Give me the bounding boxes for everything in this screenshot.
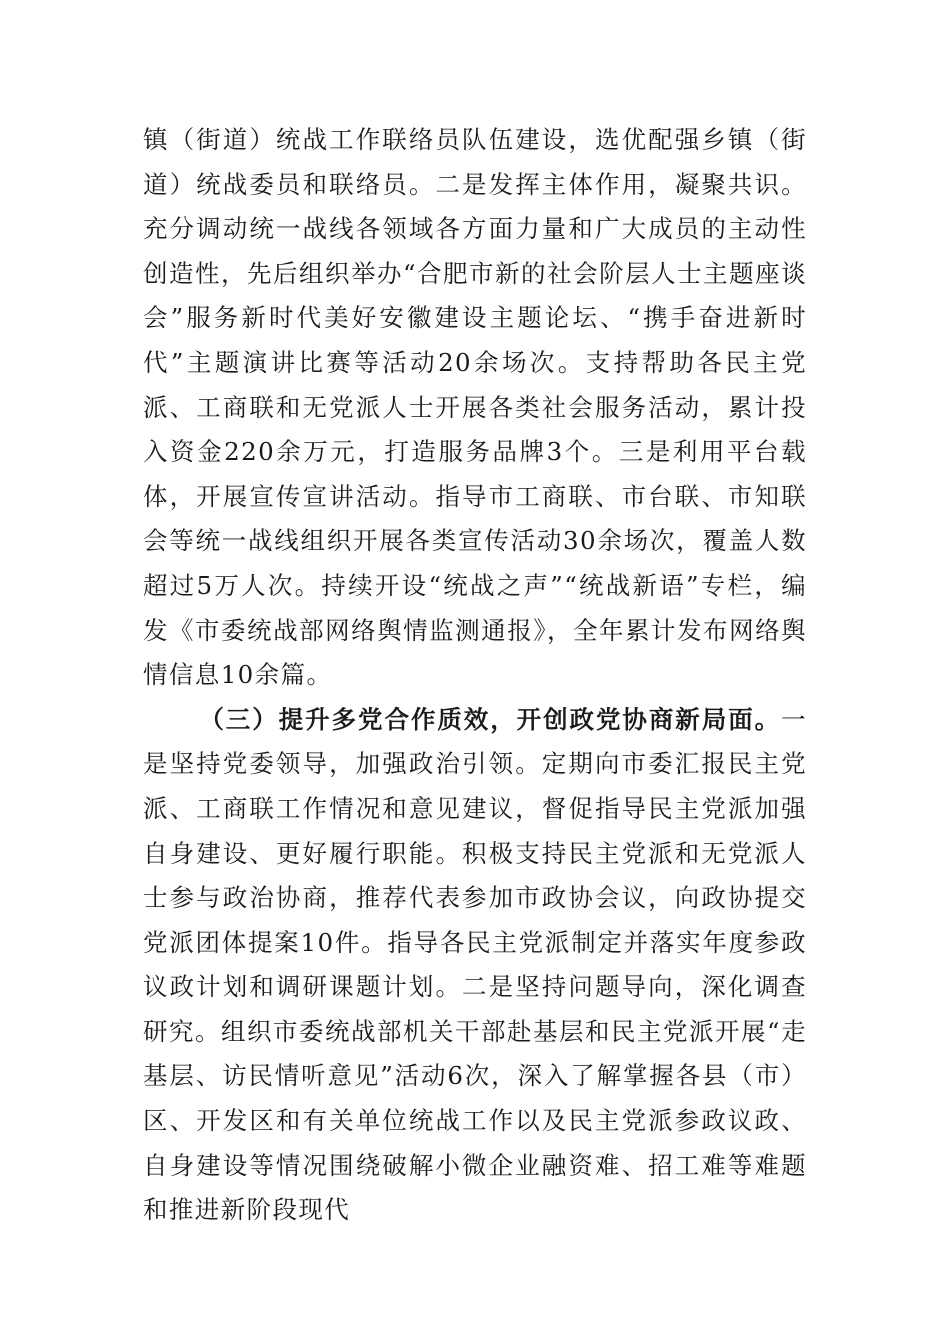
body-text — [143, 118, 807, 1233]
paragraph-text: 镇（街道）统战工作联络员队伍建设，选优配强乡镇（街道）统战委员和联络员。二是发挥主体作用，凝聚共识。充分调动统一战线各领域各方面力量和广大成员的主动性创造性，先后组织举办“合肥市新的社会阶层人士主题座谈会”服务新时代美好安徽建设主题论坛、“携手奋进新时代”主题演讲比赛等活动20余场次。支持帮助各民主党派、工商联和无党派人士开展各类社会服务活动，累计投入资金220余万元，打造服务品牌3个。三是利用平台载体，开展宣传宣讲活动。指导市工商联、市台联、市知联会等统一战线组织开展各类宣传活动30余场次，覆盖人数超过5万人次。持续开设“统战之声”“统战新语”专栏，编发《市委统战部网络舆情监测通报》，全年累计发布网络舆情信息10余篇。 — [143, 125, 807, 690]
paragraph-continuation — [143, 118, 807, 698]
paragraph-text: 一是坚持党委领导，加强政治引领。定期向市委汇报民主党派、工商联工作情况和意见建议，督促指导民主党派加强自身建设、更好履行职能。积极支持民主党派和无党派人士参与政治协商，推荐代表参加市政协会议，向政协提交党派团体提案10件。指导各民主党派制定并落实年度参政议政计划和调研课题计划。二是坚持问题导向，深化调查研究。组织市委统战部机关干部赴基层和民主党派开展“走基层、访民情听意见”活动6次，深入了解掌握各县（市）区、开发区和有关单位统战工作以及民主党派参政议政、自身建设等情况围绕破解小微企业融资难、招工难等难题和推进新阶段现代 — [143, 704, 807, 1225]
paragraph-section-three — [143, 698, 807, 1233]
section-heading: （三）提升多党合作质效，开创政党协商新局面。 — [199, 704, 782, 734]
